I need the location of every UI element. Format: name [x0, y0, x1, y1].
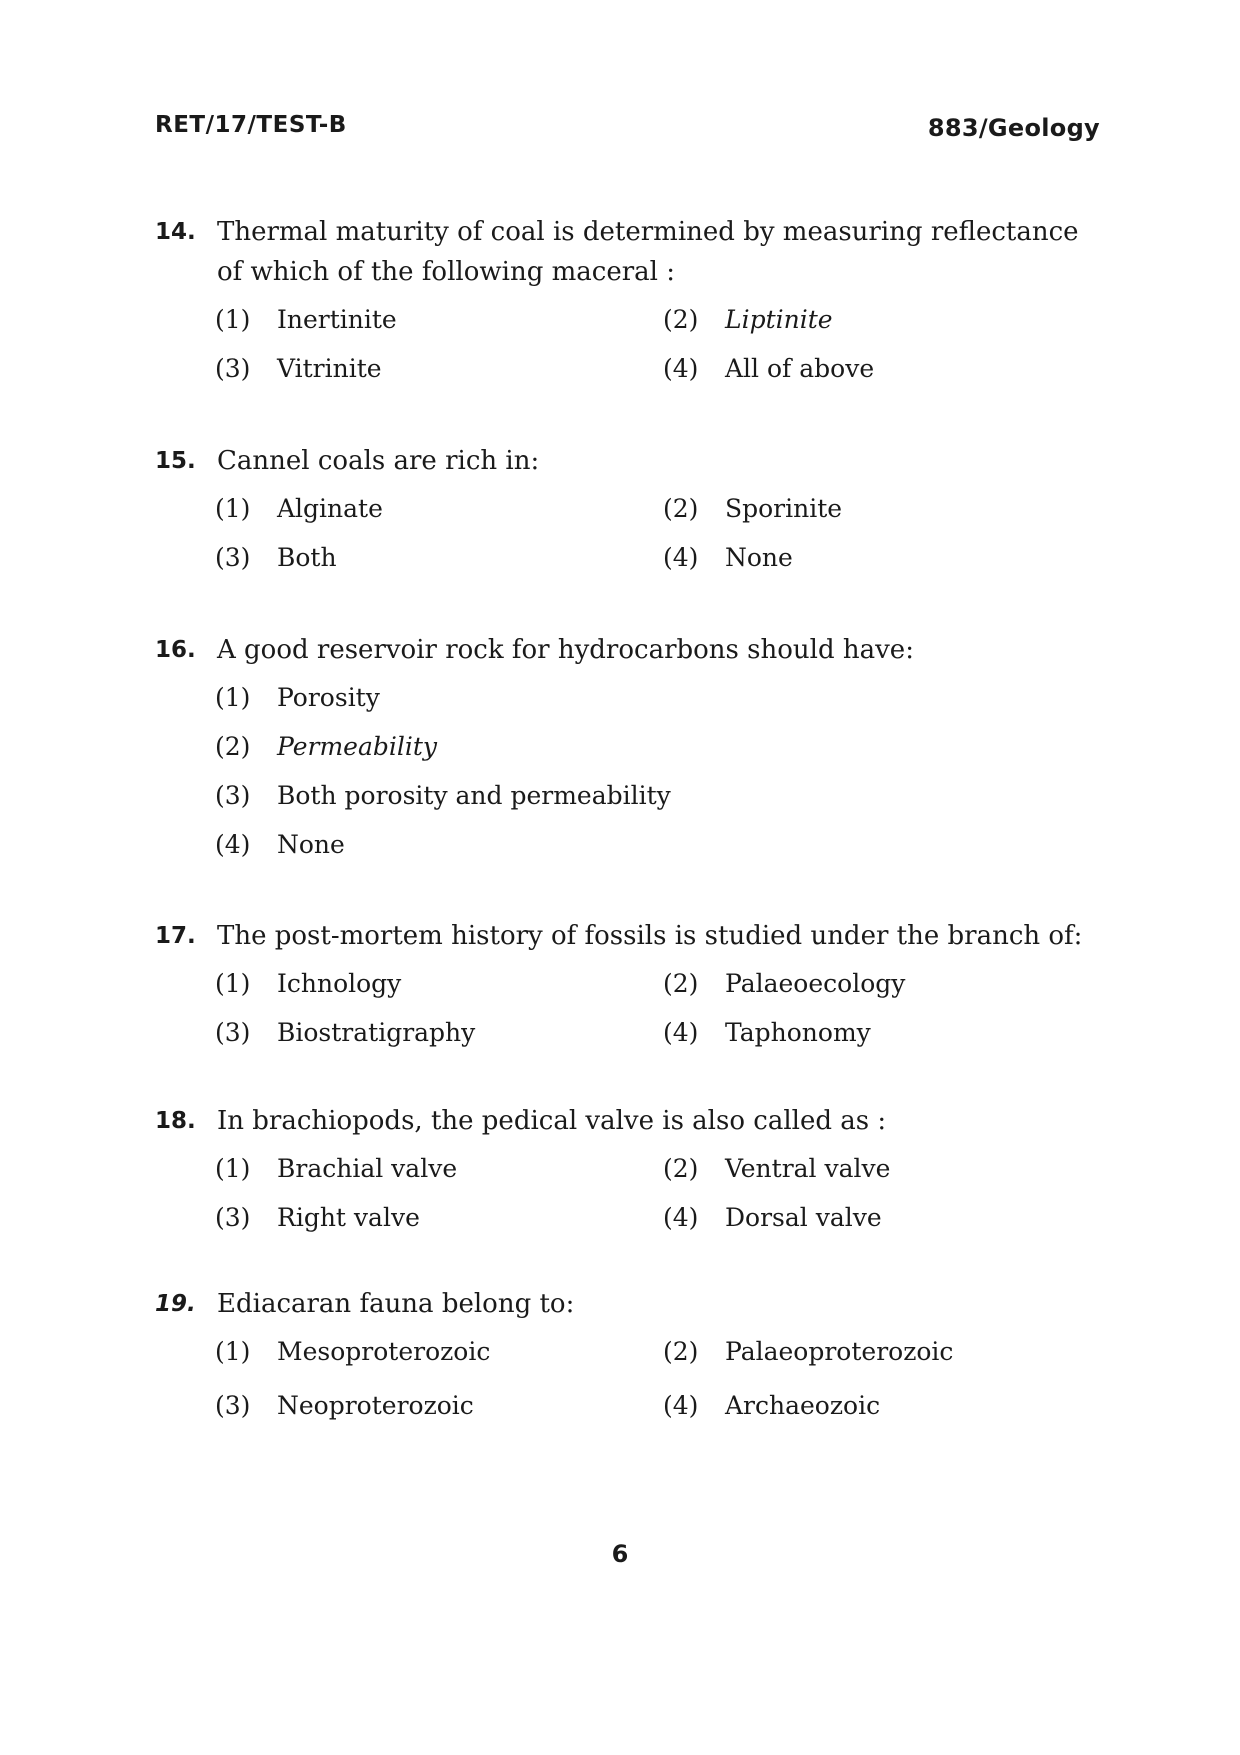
question-text: Thermal maturity of coal is determined by measuring reflectance of which of the following maceral : [217, 217, 1079, 287]
option-text: Permeability [277, 732, 438, 761]
question-18 [155, 1101, 1105, 1238]
exam-code: RET/17/TEST-B [155, 112, 347, 138]
page-number: 6 [611, 1540, 629, 1568]
option-text: Dorsal valve [725, 1203, 882, 1232]
option-text: Sporinite [725, 494, 843, 523]
option-number: (3) [215, 1203, 251, 1232]
option-number: (1) [215, 969, 251, 998]
option-number: (4) [215, 830, 251, 859]
question-text: A good reservoir rock for hydrocarbons should have: [217, 635, 914, 665]
option-text: Brachial valve [277, 1154, 458, 1183]
option-text: Archaeozoic [725, 1391, 881, 1420]
options [215, 489, 1105, 578]
option-2 [663, 300, 1103, 340]
option-number: (2) [663, 1337, 699, 1366]
option-number: (4) [663, 1203, 699, 1232]
option-2 [663, 1332, 1103, 1372]
option-1 [215, 1149, 663, 1189]
question-text: The post-mortem history of fossils is studied under the branch of: [217, 921, 1083, 951]
question-number: 15. [155, 448, 196, 474]
option-4 [663, 1198, 1103, 1238]
option-number: (2) [663, 1154, 699, 1183]
option-text: Taphonomy [725, 1018, 871, 1047]
option-text: Both [277, 543, 337, 572]
option-1 [215, 1332, 663, 1372]
question-number: 18. [155, 1108, 196, 1134]
question-text: Cannel coals are rich in: [217, 446, 540, 476]
option-1 [215, 489, 663, 529]
option-text: Palaeoecology [725, 969, 906, 998]
option-text: None [277, 830, 345, 859]
option-text: Right valve [277, 1203, 420, 1232]
option-text: Mesoproterozoic [277, 1337, 491, 1366]
option-number: (3) [215, 1018, 251, 1047]
option-text: Ichnology [277, 969, 402, 998]
question-text: Ediacaran fauna belong to: [217, 1289, 575, 1319]
option-text: Inertinite [277, 305, 397, 334]
options [215, 1332, 1105, 1426]
option-number: (3) [215, 781, 251, 810]
options [215, 300, 1105, 389]
question-14 [155, 212, 1105, 389]
option-number: (3) [215, 354, 251, 383]
option-text: Ventral valve [725, 1154, 891, 1183]
option-4 [215, 825, 1105, 865]
option-1 [215, 300, 663, 340]
option-text: Both porosity and permeability [277, 781, 671, 810]
question-19 [155, 1284, 1105, 1426]
option-2 [663, 964, 1103, 1004]
option-text: Liptinite [725, 305, 833, 334]
option-number: (4) [663, 543, 699, 572]
option-3 [215, 1386, 663, 1426]
option-3 [215, 776, 1105, 816]
option-number: (1) [215, 494, 251, 523]
option-text: Neoproterozoic [277, 1391, 474, 1420]
option-number: (2) [663, 969, 699, 998]
option-number: (1) [215, 1154, 251, 1183]
option-number: (2) [663, 305, 699, 334]
option-3 [215, 1198, 663, 1238]
option-text: Biostratigraphy [277, 1018, 476, 1047]
option-3 [215, 538, 663, 578]
question-15 [155, 441, 1105, 578]
option-number: (1) [215, 683, 251, 712]
option-number: (1) [215, 305, 251, 334]
option-4 [663, 538, 1103, 578]
option-2 [663, 489, 1103, 529]
option-text: Vitrinite [277, 354, 382, 383]
options [215, 964, 1105, 1053]
option-number: (2) [215, 732, 251, 761]
option-2 [215, 727, 1105, 767]
question-number: 14. [155, 219, 196, 245]
option-3 [215, 349, 663, 389]
options [215, 1149, 1105, 1238]
option-number: (3) [215, 543, 251, 572]
option-1 [215, 678, 1105, 718]
option-2 [663, 1149, 1103, 1189]
options [215, 678, 1105, 865]
option-text: Porosity [277, 683, 380, 712]
option-number: (1) [215, 1337, 251, 1366]
question-text: In brachiopods, the pedical valve is also called as : [217, 1106, 887, 1136]
question-17 [155, 916, 1105, 1053]
option-4 [663, 1386, 1103, 1426]
option-number: (4) [663, 1391, 699, 1420]
option-1 [215, 964, 663, 1004]
option-text: Palaeoproterozoic [725, 1337, 954, 1366]
option-number: (4) [663, 1018, 699, 1047]
option-text: Alginate [277, 494, 383, 523]
option-4 [663, 1013, 1103, 1053]
option-text: All of above [725, 354, 875, 383]
option-3 [215, 1013, 663, 1053]
question-number: 19. [155, 1291, 196, 1317]
question-16 [155, 630, 1105, 874]
option-number: (2) [663, 494, 699, 523]
option-number: (3) [215, 1391, 251, 1420]
question-number: 17. [155, 923, 196, 949]
question-number: 16. [155, 637, 196, 663]
subject-code: 883/Geology [927, 114, 1100, 142]
option-4 [663, 349, 1103, 389]
option-text: None [725, 543, 793, 572]
option-number: (4) [663, 354, 699, 383]
